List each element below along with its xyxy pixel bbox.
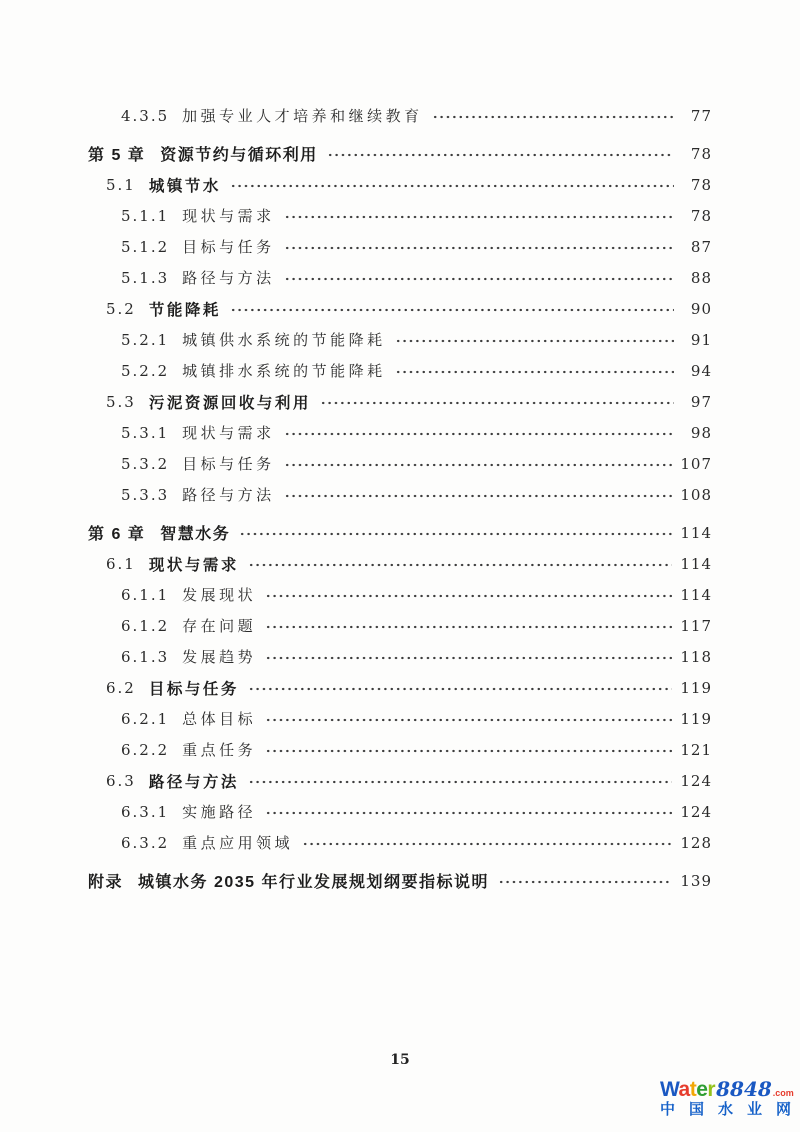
toc-entry-number: 第 6 章 [88, 526, 146, 543]
toc-entry-number: 5.3.2 [121, 454, 170, 473]
logo-subtitle-char: 网 [775, 1101, 791, 1118]
dot-leader [265, 809, 672, 817]
dot-leader [265, 592, 672, 600]
toc-entry [88, 796, 712, 827]
toc-entry-page: 114 [680, 523, 712, 542]
toc-entry-title: 实施路径 [182, 805, 257, 821]
toc-entry-page: 107 [680, 454, 712, 473]
toc-entry [88, 169, 712, 200]
toc-entry-number: 6.1.1 [121, 585, 170, 604]
logo-letter: r [707, 1078, 716, 1101]
toc-entry [88, 448, 712, 479]
toc-entry [88, 610, 712, 641]
toc-entry-number: 6.2 [106, 678, 136, 697]
toc-entry-page: 124 [680, 771, 712, 790]
toc-entry-number: 6.1.3 [121, 647, 170, 666]
toc-entry-page: 78 [690, 206, 712, 225]
logo-letter: e [696, 1078, 708, 1101]
toc-entry-title: 目标与任务 [182, 457, 275, 473]
toc-entry [88, 765, 712, 796]
toc-entry-title: 路径与方法 [148, 773, 239, 791]
dot-leader [320, 399, 674, 407]
dot-leader [284, 275, 674, 283]
toc-entry [88, 200, 712, 231]
logo-letter: t [689, 1078, 697, 1101]
dot-leader [248, 561, 672, 569]
toc-entry-number: 5.3.3 [121, 485, 170, 504]
toc-entry-title: 城镇节水 [148, 177, 221, 195]
toc-entry [88, 100, 712, 131]
toc-entry [88, 231, 712, 262]
toc-entry-title: 目标与任务 [182, 240, 275, 256]
toc-entry-page: 94 [690, 361, 712, 380]
dot-leader [432, 113, 674, 121]
toc-entry-title: 加强专业人才培养和继续教育 [182, 109, 423, 125]
toc-entry-title: 发展现状 [182, 588, 257, 604]
dot-leader [230, 182, 674, 190]
toc-entry-number: 第 5 章 [88, 147, 146, 164]
toc-entry-page: 78 [690, 144, 712, 163]
toc-entry-title: 节能降耗 [148, 301, 221, 319]
toc-entry-number: 5.2.1 [121, 330, 170, 349]
dot-leader [284, 213, 674, 221]
toc-entry [88, 355, 712, 386]
toc-entry-page: 119 [680, 709, 712, 728]
toc-entry [88, 865, 712, 896]
toc-entry-title: 城镇水务 2035 年行业发展规划纲要指标说明 [138, 874, 490, 891]
toc-entry-page: 88 [690, 268, 712, 287]
toc-entry-page: 114 [680, 585, 712, 604]
toc-entry-page: 118 [680, 647, 712, 666]
toc-entry-page: 91 [690, 330, 712, 349]
toc-entry-number: 6.1.2 [121, 616, 170, 635]
toc-entry-number: 5.1 [106, 175, 136, 194]
toc-entry-page: 139 [680, 871, 712, 890]
dot-leader [498, 878, 672, 886]
toc-entry [88, 386, 712, 417]
toc-entry-number: 6.2.1 [121, 709, 170, 728]
logo-word-water [660, 1079, 715, 1101]
toc-entry [88, 517, 712, 548]
toc-entry-title: 现状与需求 [182, 209, 275, 225]
logo-subtitle-char: 国 [688, 1101, 704, 1118]
toc-entry-page: 87 [690, 237, 712, 256]
toc-entry [88, 479, 712, 510]
logo-subtitle-char: 水 [717, 1101, 733, 1118]
page-number: 15 [390, 1052, 410, 1068]
dot-leader [395, 368, 674, 376]
toc-entry [88, 672, 712, 703]
toc-entry-title: 重点任务 [182, 743, 257, 759]
toc-entry-title: 城镇供水系统的节能降耗 [182, 333, 386, 349]
dot-leader [395, 337, 674, 345]
toc-entry-number: 5.2.2 [121, 361, 170, 380]
toc-entry [88, 827, 712, 858]
dot-leader [284, 461, 673, 469]
toc-entry [88, 703, 712, 734]
dot-leader [265, 623, 672, 631]
toc-entry-number: 附录 [88, 874, 124, 891]
logo-letter: a [678, 1078, 690, 1101]
toc-entry-title: 现状与需求 [148, 556, 239, 574]
toc-entry-number: 5.1.3 [121, 268, 170, 287]
toc-entry-number: 5.3 [106, 392, 136, 411]
toc-entry-page: 121 [680, 740, 712, 759]
toc-entry [88, 734, 712, 765]
dot-leader [284, 492, 673, 500]
toc-entry [88, 641, 712, 672]
toc-entry-title: 现状与需求 [182, 426, 275, 442]
toc-entry-number: 5.1.2 [121, 237, 170, 256]
toc-entry-title: 路径与方法 [182, 271, 275, 287]
toc-entry-number: 6.1 [106, 554, 136, 573]
table-of-contents [88, 100, 712, 896]
toc-entry-title: 总体目标 [182, 712, 257, 728]
toc-entry [88, 548, 712, 579]
dot-leader [284, 244, 674, 252]
dot-leader [239, 530, 672, 538]
toc-entry-page: 108 [680, 485, 712, 504]
toc-entry [88, 324, 712, 355]
toc-entry-page: 124 [680, 802, 712, 821]
logo-tld-com: .com [772, 1088, 794, 1098]
toc-entry [88, 138, 712, 169]
logo-letter: W [660, 1078, 679, 1101]
toc-entry-page: 119 [680, 678, 712, 697]
toc-entry [88, 417, 712, 448]
dot-leader [230, 306, 674, 314]
dot-leader [265, 747, 672, 755]
dot-leader [265, 716, 672, 724]
toc-entry-number: 4.3.5 [121, 106, 170, 125]
toc-entry [88, 579, 712, 610]
dot-leader [302, 840, 672, 848]
logo-number-8848: 8848 [716, 1077, 772, 1101]
logo-subtitle-cn [660, 1101, 791, 1118]
toc-entry [88, 262, 712, 293]
dot-leader [327, 151, 674, 159]
water8848-logo [660, 1078, 798, 1118]
dot-leader [265, 654, 672, 662]
toc-entry-number: 5.3.1 [121, 423, 170, 442]
toc-entry-title: 智慧水务 [160, 526, 231, 543]
logo-subtitle-char: 业 [746, 1101, 762, 1118]
toc-entry-title: 重点应用领域 [182, 836, 294, 852]
toc-entry-number: 6.2.2 [121, 740, 170, 759]
toc-entry-page: 98 [690, 423, 712, 442]
toc-entry-number: 5.2 [106, 299, 136, 318]
dot-leader [248, 685, 672, 693]
logo-wordmark [660, 1078, 798, 1100]
toc-entry-number: 6.3.2 [121, 833, 170, 852]
toc-entry-page: 90 [690, 299, 712, 318]
toc-entry-page: 117 [680, 616, 712, 635]
toc-entry-number: 5.1.1 [121, 206, 170, 225]
toc-entry-page: 114 [680, 554, 712, 573]
dot-leader [248, 778, 672, 786]
toc-entry-title: 存在问题 [182, 619, 257, 635]
toc-entry-page: 77 [690, 106, 712, 125]
toc-entry-title: 资源节约与循环利用 [160, 147, 318, 164]
toc-entry-title: 路径与方法 [182, 488, 275, 504]
toc-entry-page: 128 [680, 833, 712, 852]
toc-entry-page: 97 [690, 392, 712, 411]
toc-entry-number: 6.3 [106, 771, 136, 790]
dot-leader [284, 430, 674, 438]
toc-entry-title: 目标与任务 [148, 680, 239, 698]
toc-entry-page: 78 [690, 175, 712, 194]
toc-entry-title: 发展趋势 [182, 650, 257, 666]
toc-entry-title: 城镇排水系统的节能降耗 [182, 364, 386, 380]
toc-entry-number: 6.3.1 [121, 802, 170, 821]
toc-entry-title: 污泥资源回收与利用 [148, 394, 311, 412]
toc-entry [88, 293, 712, 324]
logo-subtitle-char: 中 [660, 1101, 676, 1118]
